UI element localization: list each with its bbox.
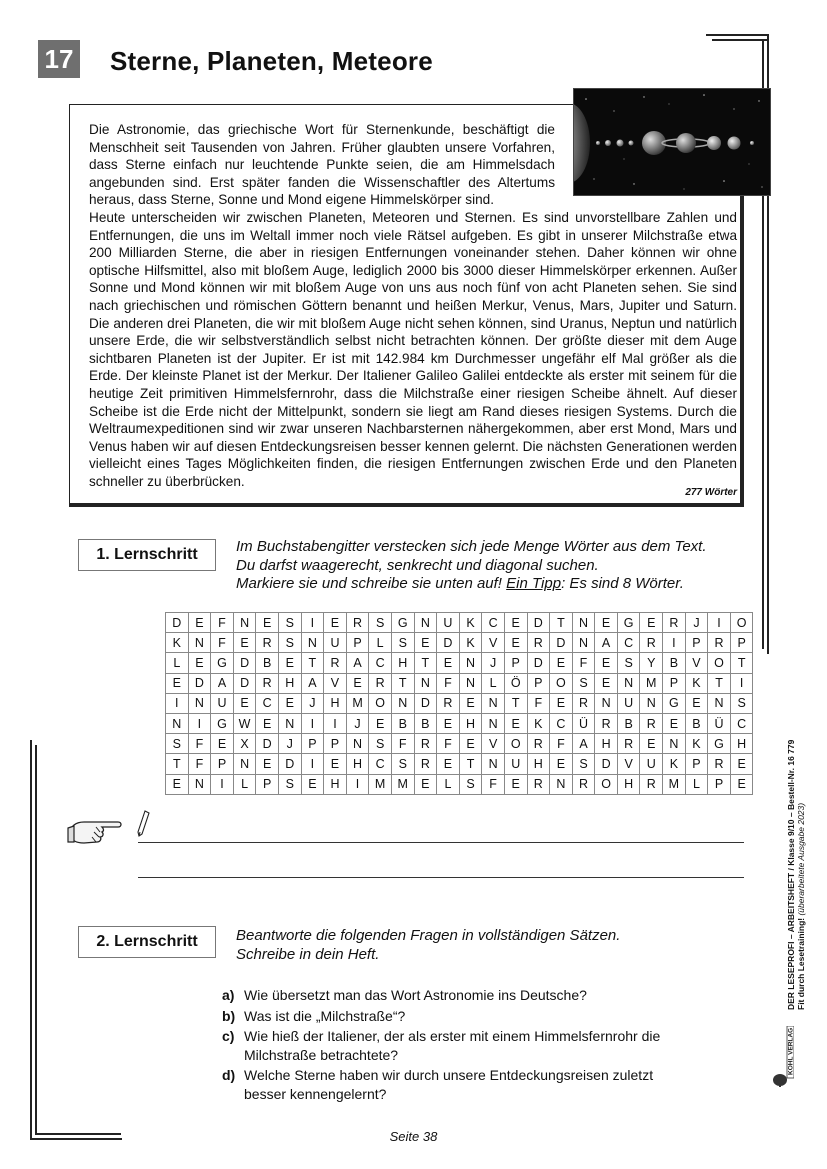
grid-cell[interactable]: F xyxy=(550,734,573,754)
grid-cell[interactable]: U xyxy=(617,693,640,713)
grid-cell[interactable]: S xyxy=(391,633,414,653)
grid-cell[interactable]: E xyxy=(550,653,573,673)
grid-cell[interactable]: R xyxy=(640,774,663,794)
grid-cell[interactable]: T xyxy=(550,613,573,633)
step1-instruction-line: Im Buchstabengitter verstecken sich jede Menge Wörter aus dem Text. xyxy=(236,538,707,555)
grid-cell[interactable]: L xyxy=(166,653,189,673)
grid-cell[interactable]: D xyxy=(256,734,279,754)
grid-cell[interactable]: E xyxy=(256,713,279,733)
grid-cell[interactable]: L xyxy=(233,774,256,794)
grid-cell[interactable]: R xyxy=(256,633,279,653)
grid-cell[interactable]: D xyxy=(437,633,460,653)
grid-cell[interactable]: B xyxy=(617,713,640,733)
grid-cell[interactable]: G xyxy=(708,734,731,754)
grid-cell[interactable]: L xyxy=(482,673,505,693)
grid-cell[interactable]: D xyxy=(166,613,189,633)
step2-instruction-line: Beantworte die folgenden Fragen in vollständigen Sätzen. xyxy=(236,927,621,944)
grid-cell[interactable]: E xyxy=(550,754,573,774)
grid-cell[interactable]: E xyxy=(324,613,347,633)
grid-cell[interactable]: S xyxy=(278,774,301,794)
grid-cell[interactable]: H xyxy=(617,774,640,794)
grid-cell[interactable]: R xyxy=(708,754,731,774)
grid-cell[interactable]: E xyxy=(595,613,618,633)
grid-cell[interactable]: T xyxy=(504,693,527,713)
grid-cell[interactable]: H xyxy=(459,713,482,733)
grid-row xyxy=(166,774,753,794)
grid-cell[interactable]: R xyxy=(663,613,686,633)
grid-cell[interactable]: D xyxy=(550,633,573,653)
grid-cell[interactable]: V xyxy=(685,653,708,673)
series-title: DER LESEPROFI – ARBEITSHEFT / Klasse 9/10 – Bestell-Nr. 16 779 xyxy=(786,739,796,1010)
grid-cell[interactable]: T xyxy=(301,653,324,673)
grid-cell[interactable]: V xyxy=(324,673,347,693)
grid-cell[interactable]: C xyxy=(369,754,392,774)
grid-cell[interactable]: B xyxy=(414,713,437,733)
grid-cell[interactable]: K xyxy=(685,673,708,693)
grid-cell[interactable]: S xyxy=(166,734,189,754)
grid-cell[interactable]: P xyxy=(708,774,731,794)
grid-cell[interactable]: R xyxy=(527,734,550,754)
grid-cell[interactable]: N xyxy=(617,673,640,693)
grid-cell[interactable]: N xyxy=(301,633,324,653)
grid-cell[interactable]: L xyxy=(437,774,460,794)
grid-cell[interactable]: E xyxy=(166,673,189,693)
grid-cell[interactable]: I xyxy=(301,613,324,633)
grid-cell[interactable]: K xyxy=(663,754,686,774)
frame-line xyxy=(712,39,768,41)
grid-cell[interactable]: P xyxy=(301,734,324,754)
grid-cell[interactable]: T xyxy=(459,754,482,774)
grid-cell[interactable]: M xyxy=(369,774,392,794)
grid-cell[interactable]: O xyxy=(595,774,618,794)
grid-cell[interactable]: R xyxy=(369,673,392,693)
grid-cell[interactable]: C xyxy=(730,713,753,733)
publisher-logo xyxy=(772,1026,794,1088)
step1-instruction-line: Markiere sie und schreibe sie unten auf! Ein Tipp: Es sind 8 Wörter. xyxy=(236,575,684,592)
grid-cell[interactable]: I xyxy=(663,633,686,653)
grid-cell[interactable]: E xyxy=(166,774,189,794)
grid-cell[interactable]: H xyxy=(730,734,753,754)
grid-cell[interactable]: N xyxy=(595,693,618,713)
grid-cell[interactable]: I xyxy=(166,693,189,713)
grid-cell[interactable]: E xyxy=(233,693,256,713)
grid-cell[interactable]: I xyxy=(301,713,324,733)
grid-cell[interactable]: F xyxy=(437,734,460,754)
grid-cell[interactable]: M xyxy=(346,693,369,713)
grid-cell[interactable]: K xyxy=(459,633,482,653)
grid-cell[interactable]: N xyxy=(166,713,189,733)
grid-cell[interactable]: H xyxy=(324,693,347,713)
grid-cell[interactable]: O xyxy=(730,613,753,633)
publisher-name: KOHL VERLAG xyxy=(787,1027,794,1075)
grid-cell[interactable]: Ö xyxy=(504,673,527,693)
step1-label: 1. Lernschritt xyxy=(78,539,216,571)
grid-cell[interactable]: S xyxy=(572,754,595,774)
grid-cell[interactable]: F xyxy=(211,613,234,633)
grid-cell[interactable]: N xyxy=(482,693,505,713)
grid-cell[interactable]: J xyxy=(278,734,301,754)
step2-instruction-line: Schreibe in dein Heft. xyxy=(236,945,380,963)
grid-cell[interactable]: R xyxy=(414,754,437,774)
grid-cell[interactable]: N xyxy=(346,734,369,754)
page-title: Sterne, Planeten, Meteore xyxy=(110,46,433,76)
grid-cell[interactable]: M xyxy=(640,673,663,693)
grid-cell[interactable]: Ü xyxy=(708,713,731,733)
grid-cell[interactable]: E xyxy=(324,754,347,774)
grid-cell[interactable]: U xyxy=(324,633,347,653)
series-info xyxy=(786,740,806,1010)
grid-cell[interactable]: S xyxy=(278,613,301,633)
grid-cell[interactable]: P xyxy=(211,754,234,774)
grid-cell[interactable]: L xyxy=(369,633,392,653)
frame-line xyxy=(706,34,768,36)
grid-cell[interactable]: E xyxy=(256,613,279,633)
grid-cell[interactable]: E xyxy=(346,673,369,693)
grid-cell[interactable]: D xyxy=(278,754,301,774)
grid-cell[interactable]: L xyxy=(685,774,708,794)
grid-cell[interactable]: F xyxy=(188,754,211,774)
grid-cell[interactable]: N xyxy=(391,693,414,713)
grid-cell[interactable]: R xyxy=(617,734,640,754)
grid-cell[interactable]: J xyxy=(482,653,505,673)
grid-cell[interactable]: E xyxy=(233,633,256,653)
step2-instructions xyxy=(236,927,620,964)
grid-cell[interactable]: D xyxy=(527,653,550,673)
grid-cell[interactable]: P xyxy=(504,653,527,673)
grid-cell[interactable]: S xyxy=(730,693,753,713)
grid-cell[interactable]: D xyxy=(527,613,550,633)
question-item: c) Wie hieß der Italiener, der als erster mit einem Himmelsfernrohr die Milchstraße betrachtete? xyxy=(222,1028,661,1063)
grid-cell[interactable]: P xyxy=(685,754,708,774)
grid-cell[interactable]: N xyxy=(482,713,505,733)
grid-cell[interactable]: C xyxy=(256,693,279,713)
grid-cell[interactable]: H xyxy=(346,754,369,774)
grid-cell[interactable]: U xyxy=(211,693,234,713)
grid-cell[interactable]: E xyxy=(459,693,482,713)
grid-cell[interactable]: G xyxy=(391,613,414,633)
grid-cell[interactable]: P xyxy=(663,673,686,693)
grid-cell[interactable]: B xyxy=(685,713,708,733)
reading-paragraph-intro: Die Astronomie, das griechische Wort für Sternenkunde, beschäftigt die Menschheit seit Tausenden von Jahren. Früher glaubten unsere Vorfahren, dass Sterne einfach nur leuchtende Punkte seien, die am Himmelsdach angebunden sind. Erst später fanden die Wissenschaftler des Altertums heraus, dass Sterne, Sonne und Mond eigene Himmelskörper sind. xyxy=(89,122,555,208)
grid-cell[interactable]: I xyxy=(301,754,324,774)
question-item: b) Was ist die „Milchstraße“? xyxy=(222,1007,406,1024)
grid-cell[interactable]: E xyxy=(188,613,211,633)
chapter-number-badge: 17 xyxy=(38,40,80,78)
grid-cell[interactable]: E xyxy=(640,734,663,754)
grid-cell[interactable]: F xyxy=(482,774,505,794)
grid-cell[interactable]: G xyxy=(663,693,686,713)
grid-cell[interactable]: N xyxy=(708,693,731,713)
grid-cell[interactable]: P xyxy=(527,673,550,693)
grid-cell[interactable]: O xyxy=(504,734,527,754)
grid-cell[interactable]: R xyxy=(414,734,437,754)
grid-cell[interactable]: A xyxy=(211,673,234,693)
answer-line[interactable] xyxy=(138,842,744,843)
grid-cell[interactable]: I xyxy=(730,673,753,693)
grid-row xyxy=(166,693,753,713)
grid-cell[interactable]: O xyxy=(369,693,392,713)
grid-row xyxy=(166,633,753,653)
grid-cell[interactable]: T xyxy=(414,653,437,673)
grid-row xyxy=(166,673,753,693)
grid-cell[interactable]: E xyxy=(730,754,753,774)
grid-cell[interactable]: N xyxy=(188,633,211,653)
grid-cell[interactable]: T xyxy=(166,754,189,774)
grid-cell[interactable]: M xyxy=(663,774,686,794)
grid-cell[interactable]: J xyxy=(301,693,324,713)
grid-cell[interactable]: P xyxy=(256,774,279,794)
question-item: a) Wie übersetzt man das Wort Astronomie ins Deutsche? xyxy=(222,987,587,1003)
grid-cell[interactable]: F xyxy=(572,653,595,673)
grid-cell[interactable]: F xyxy=(188,734,211,754)
grid-cell[interactable]: I xyxy=(324,713,347,733)
grid-cell[interactable]: E xyxy=(369,713,392,733)
pencil-icon xyxy=(136,810,150,838)
grid-cell[interactable]: S xyxy=(617,653,640,673)
grid-cell[interactable]: F xyxy=(527,693,550,713)
grid-cell[interactable]: A xyxy=(572,734,595,754)
grid-cell[interactable]: I xyxy=(708,613,731,633)
grid-cell[interactable]: E xyxy=(459,734,482,754)
grid-cell[interactable]: N xyxy=(640,693,663,713)
grid-cell[interactable]: E xyxy=(504,774,527,794)
question-list xyxy=(222,986,682,1105)
grid-cell[interactable]: N xyxy=(459,653,482,673)
grid-cell[interactable]: E xyxy=(595,673,618,693)
grid-cell[interactable]: N xyxy=(663,734,686,754)
grid-cell[interactable]: U xyxy=(640,754,663,774)
grid-cell[interactable]: E xyxy=(278,653,301,673)
grid-cell[interactable]: N xyxy=(233,613,256,633)
grid-cell[interactable]: E xyxy=(730,774,753,794)
grid-cell[interactable]: R xyxy=(640,633,663,653)
grid-cell[interactable]: N xyxy=(233,754,256,774)
grid-cell[interactable]: H xyxy=(527,754,550,774)
grid-cell[interactable]: P xyxy=(324,734,347,754)
grid-cell[interactable]: B xyxy=(256,653,279,673)
grid-cell[interactable]: S xyxy=(459,774,482,794)
grid-cell[interactable]: N xyxy=(188,774,211,794)
grid-cell[interactable]: N xyxy=(278,713,301,733)
grid-cell[interactable]: T xyxy=(708,673,731,693)
grid-cell[interactable]: H xyxy=(278,673,301,693)
grid-cell[interactable]: V xyxy=(617,754,640,774)
grid-cell[interactable]: E xyxy=(437,754,460,774)
grid-row xyxy=(166,734,753,754)
answer-line[interactable] xyxy=(138,877,744,878)
page-number: Seite 38 xyxy=(389,1129,438,1144)
grid-cell[interactable]: R xyxy=(708,633,731,653)
grid-cell[interactable]: E xyxy=(301,774,324,794)
grid-cell[interactable]: S xyxy=(391,754,414,774)
grid-cell[interactable]: D xyxy=(414,693,437,713)
tip-label: Ein Tipp xyxy=(506,575,562,592)
grid-cell[interactable]: E xyxy=(414,774,437,794)
grid-cell[interactable]: E xyxy=(504,633,527,653)
grid-cell[interactable]: E xyxy=(504,713,527,733)
grid-cell[interactable]: E xyxy=(504,613,527,633)
word-search-grid[interactable] xyxy=(165,612,753,795)
grid-cell[interactable]: U xyxy=(504,754,527,774)
grid-cell[interactable]: X xyxy=(233,734,256,754)
grid-cell[interactable]: P xyxy=(346,633,369,653)
grid-cell[interactable]: V xyxy=(482,633,505,653)
grid-cell[interactable]: E xyxy=(437,713,460,733)
grid-cell[interactable]: D xyxy=(233,653,256,673)
grid-cell[interactable]: U xyxy=(437,613,460,633)
grid-cell[interactable]: E xyxy=(550,693,573,713)
grid-cell[interactable]: E xyxy=(663,713,686,733)
grid-cell[interactable]: N xyxy=(572,633,595,653)
grid-cell[interactable]: I xyxy=(211,774,234,794)
grid-cell[interactable]: R xyxy=(527,633,550,653)
grid-cell[interactable]: B xyxy=(663,653,686,673)
grid-cell[interactable]: H xyxy=(324,774,347,794)
grid-cell[interactable]: Y xyxy=(640,653,663,673)
solar-system-image xyxy=(573,88,771,196)
grid-cell[interactable]: C xyxy=(369,653,392,673)
grid-cell[interactable]: R xyxy=(527,774,550,794)
grid-cell[interactable]: O xyxy=(708,653,731,673)
grid-cell[interactable]: E xyxy=(595,653,618,673)
grid-row xyxy=(166,713,753,733)
grid-cell[interactable]: E xyxy=(211,734,234,754)
grid-cell[interactable]: R xyxy=(572,693,595,713)
grid-cell[interactable]: C xyxy=(617,633,640,653)
grid-cell[interactable]: G xyxy=(617,613,640,633)
grid-cell[interactable]: P xyxy=(730,633,753,653)
grid-cell[interactable]: R xyxy=(256,673,279,693)
grid-cell[interactable]: R xyxy=(324,653,347,673)
step2-label: 2. Lernschritt xyxy=(78,926,216,958)
grid-cell[interactable]: K xyxy=(685,734,708,754)
grid-cell[interactable]: K xyxy=(527,713,550,733)
grid-cell[interactable]: A xyxy=(301,673,324,693)
grid-cell[interactable]: S xyxy=(278,633,301,653)
grid-cell[interactable]: P xyxy=(685,633,708,653)
grid-cell[interactable]: D xyxy=(233,673,256,693)
grid-cell[interactable]: A xyxy=(346,653,369,673)
grid-cell[interactable]: R xyxy=(437,693,460,713)
step1-instructions xyxy=(236,538,707,594)
grid-cell[interactable]: M xyxy=(391,774,414,794)
grid-cell[interactable]: O xyxy=(550,673,573,693)
grid-cell[interactable]: E xyxy=(256,754,279,774)
grid-cell[interactable]: R xyxy=(572,774,595,794)
grid-cell[interactable]: G xyxy=(211,713,234,733)
grid-cell[interactable]: H xyxy=(391,653,414,673)
grid-cell[interactable]: R xyxy=(346,613,369,633)
grid-cell[interactable]: N xyxy=(414,613,437,633)
frame-line xyxy=(30,740,32,1140)
grid-cell[interactable]: E xyxy=(414,633,437,653)
grid-cell[interactable]: S xyxy=(369,734,392,754)
grid-cell[interactable]: I xyxy=(188,713,211,733)
grid-cell[interactable]: E xyxy=(437,653,460,673)
grid-cell[interactable]: A xyxy=(595,633,618,653)
frame-line xyxy=(35,745,37,1135)
grid-cell[interactable]: B xyxy=(391,713,414,733)
grid-cell[interactable]: N xyxy=(414,673,437,693)
grid-row xyxy=(166,613,753,633)
step1-instruction-line: Du darfst waagerecht, senkrecht und diagonal suchen. xyxy=(236,556,599,574)
grid-cell[interactable]: K xyxy=(459,613,482,633)
grid-cell[interactable]: R xyxy=(595,713,618,733)
grid-cell[interactable]: T xyxy=(391,673,414,693)
grid-cell[interactable]: H xyxy=(595,734,618,754)
grid-cell[interactable]: N xyxy=(459,673,482,693)
grid-cell[interactable]: R xyxy=(640,713,663,733)
grid-cell[interactable]: J xyxy=(346,713,369,733)
grid-cell[interactable]: D xyxy=(188,673,211,693)
grid-cell[interactable]: N xyxy=(572,613,595,633)
grid-cell[interactable]: G xyxy=(211,653,234,673)
grid-cell[interactable]: F xyxy=(437,673,460,693)
grid-row xyxy=(166,754,753,774)
word-count: 277 Wörter xyxy=(685,487,737,498)
grid-cell[interactable]: K xyxy=(166,633,189,653)
grid-cell[interactable]: V xyxy=(482,734,505,754)
grid-cell[interactable]: W xyxy=(233,713,256,733)
grid-cell[interactable]: T xyxy=(730,653,753,673)
grid-cell[interactable]: S xyxy=(572,673,595,693)
grid-cell[interactable]: D xyxy=(595,754,618,774)
grid-cell[interactable]: S xyxy=(369,613,392,633)
grid-cell[interactable]: E xyxy=(278,693,301,713)
grid-cell[interactable]: Ü xyxy=(572,713,595,733)
grid-cell[interactable]: N xyxy=(482,754,505,774)
grid-cell[interactable]: I xyxy=(346,774,369,794)
question-item: d) Welche Sterne haben wir durch unsere Entdeckungsreisen zuletzt besser kennengelernt? xyxy=(222,1067,654,1102)
grid-cell[interactable]: J xyxy=(685,613,708,633)
reading-paragraph-main: Heute unterscheiden wir zwischen Planeten, Meteoren und Sternen. Es sind unvorstellbare Zahlen und Entfernungen, die uns im Weltall immer noch viele Rätsel aufgeben. Es gibt in unserer Milchstraße etwa 200 Milliarden Sterne, die aber in riesigen Entfernungen voneinander stehen. Daher können wir ohne optische Hilfsmittel, also mit bloßem Auge, lediglich 2000 bis 3000 dieser Himmelskörper erkennen. Außer Sonne und Mond können wir mit bloßem Auge von uns aus noch fünf von acht Planeten sehen. Sie sind nach griechischen und römischen Göttern benannt und heißen Merkur, Venus, Mars, Jupiter und Saturn. Die anderen drei Planeten, die wir mit bloßem Auge nicht sehen können, sind Uranus, Neptun und natürlich unsere Erde, die wir selbstverständlich selbst nicht betrachten können. Der größte dieser mit dem Auge sichtbaren Planeten ist der Jupiter. Er ist mit 142.984 km Durchmesser ungefähr elf Mal größer als die Erde. Der kleinste Planet ist der Merkur. Der Italiener Galileo Galilei entdeckte als erster mit seinem für die heutige Zeit primitiven Himmelsfernrohr, dass die Milchstraße einer riesigen Scheibe ähnelt. Auf dieser Scheibe ist die Erde nicht der Mittelpunkt, sondern sie liegt am Rand dieses riesigen Systems. Durch die Weltraumexpeditionen sind wir zwar unseren Nachbarsternen nähergekommen, aber erst Mond, Mars und Venus haben wir auf diesen Entdeckungsreisen besser kennen gelernt. Die nächsten Generationen werden vielleicht eines Tages Möglichkeiten finden, die riesigen Entfernungen zwischen Erde und den Planeten schneller zu überbrücken. xyxy=(89,209,737,489)
grid-cell[interactable]: F xyxy=(391,734,414,754)
grid-cell[interactable]: E xyxy=(685,693,708,713)
grid-row xyxy=(166,653,753,673)
grid-cell[interactable]: C xyxy=(482,613,505,633)
series-subtitle: Fit durch Lesetraining! (überarbeitete Ausgabe 2023) xyxy=(796,802,806,1010)
grid-cell[interactable]: E xyxy=(640,613,663,633)
grid-cell[interactable]: E xyxy=(188,653,211,673)
grid-cell[interactable]: F xyxy=(211,633,234,653)
grid-cell[interactable]: N xyxy=(550,774,573,794)
grid-cell[interactable]: N xyxy=(188,693,211,713)
grid-cell[interactable]: C xyxy=(550,713,573,733)
pointing-hand-icon xyxy=(66,812,126,852)
